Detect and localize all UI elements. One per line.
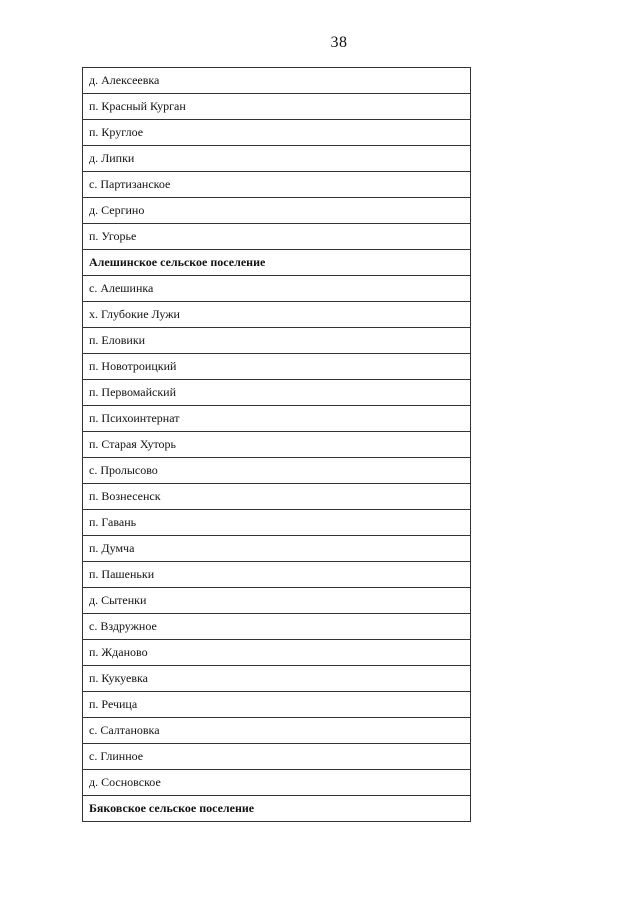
- settlement-name-cell: п. Старая Хуторь: [83, 432, 471, 458]
- settlement-name-cell: с. Партизанское: [83, 172, 471, 198]
- settlement-name-cell: д. Сосновское: [83, 770, 471, 796]
- table-row: [83, 68, 471, 94]
- table-row: [83, 406, 471, 432]
- settlement-name-cell: п. Гавань: [83, 510, 471, 536]
- settlement-name-cell: п. Речица: [83, 692, 471, 718]
- settlement-name-cell: с. Салтановка: [83, 718, 471, 744]
- table-row: [83, 588, 471, 614]
- section-heading-cell: Алешинское сельское поселение: [83, 250, 471, 276]
- table-row: [83, 432, 471, 458]
- settlements-table-body: [83, 68, 471, 822]
- settlement-name-cell: х. Глубокие Лужи: [83, 302, 471, 328]
- table-row: [83, 302, 471, 328]
- table-row: [83, 692, 471, 718]
- settlement-name-cell: п. Психоинтернат: [83, 406, 471, 432]
- settlement-name-cell: п. Круглое: [83, 120, 471, 146]
- section-row: [83, 796, 471, 822]
- settlement-name-cell: п. Жданово: [83, 640, 471, 666]
- settlement-name-cell: п. Думча: [83, 536, 471, 562]
- settlement-name-cell: п. Новотроицкий: [83, 354, 471, 380]
- table-row: [83, 354, 471, 380]
- settlement-name-cell: д. Сергино: [83, 198, 471, 224]
- table-row: [83, 536, 471, 562]
- table-row: [83, 276, 471, 302]
- settlement-name-cell: п. Кукуевка: [83, 666, 471, 692]
- settlement-name-cell: п. Угорье: [83, 224, 471, 250]
- table-row: [83, 744, 471, 770]
- table-row: [83, 94, 471, 120]
- settlement-name-cell: с. Пролысово: [83, 458, 471, 484]
- settlements-table: [82, 67, 471, 822]
- settlement-name-cell: с. Вздружное: [83, 614, 471, 640]
- table-row: [83, 770, 471, 796]
- table-row: [83, 198, 471, 224]
- settlement-name-cell: п. Красный Курган: [83, 94, 471, 120]
- table-row: [83, 328, 471, 354]
- table-row: [83, 380, 471, 406]
- settlement-name-cell: д. Сытенки: [83, 588, 471, 614]
- table-row: [83, 562, 471, 588]
- table-row: [83, 146, 471, 172]
- section-row: [83, 250, 471, 276]
- page-number: 38: [330, 34, 348, 51]
- table-row: [83, 120, 471, 146]
- table-row: [83, 666, 471, 692]
- table-row: [83, 718, 471, 744]
- table-row: [83, 484, 471, 510]
- settlement-name-cell: с. Глинное: [83, 744, 471, 770]
- table-row: [83, 172, 471, 198]
- settlement-name-cell: п. Первомайский: [83, 380, 471, 406]
- settlement-name-cell: д. Алексеевка: [83, 68, 471, 94]
- section-heading-cell: Бяковское сельское поселение: [83, 796, 471, 822]
- table-row: [83, 614, 471, 640]
- settlement-name-cell: с. Алешинка: [83, 276, 471, 302]
- table-row: [83, 640, 471, 666]
- settlement-name-cell: п. Вознесенск: [83, 484, 471, 510]
- table-row: [83, 510, 471, 536]
- settlement-name-cell: д. Липки: [83, 146, 471, 172]
- settlement-name-cell: п. Еловики: [83, 328, 471, 354]
- table-row: [83, 224, 471, 250]
- table-row: [83, 458, 471, 484]
- settlement-name-cell: п. Пашеньки: [83, 562, 471, 588]
